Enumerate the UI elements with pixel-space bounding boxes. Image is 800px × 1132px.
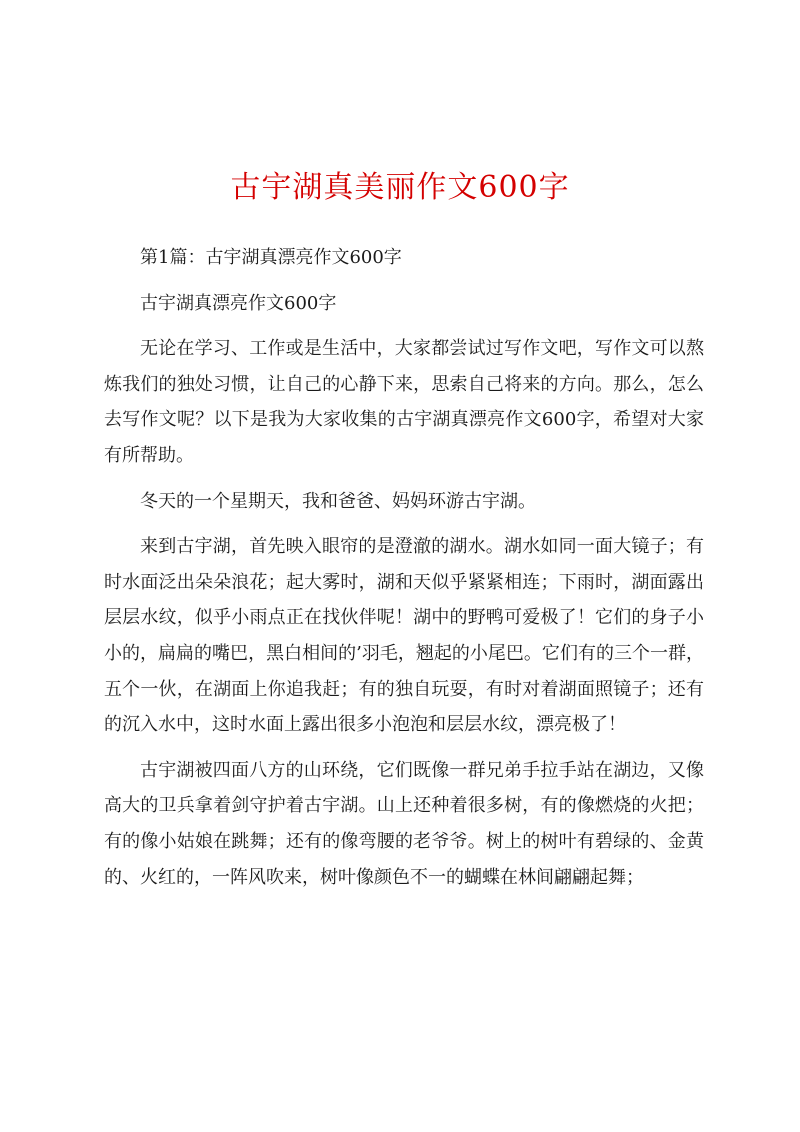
paragraph-intro: 无论在学习、工作或是生活中，大家都尝试过写作文吧，写作文可以熬炼我们的独处习惯，让自己的心静下来，思索自己将来的方向。那么，怎么去写作文呢？以下是我为大家收集的古宇湖真漂亮作文600字，希望对大家有所帮助。 — [104, 338, 704, 466]
document-title: 古宇湖真美丽作文600字 — [230, 170, 570, 205]
paragraph-subtitle: 古宇湖真漂亮作文600字 — [140, 292, 337, 314]
document-body — [104, 240, 704, 905]
paragraph-lake-water: 来到古宇湖，首先映入眼帘的是澄澈的湖水。湖水如同一面大镜子；有时水面泛出朵朵浪花；起大雾时，湖和天似乎紧紧相连；下雨时，湖面露出层层水纹，似乎小雨点正在找伙伴呢！湖中的野鸭可爱极了！它们的身子小小的，扁扁的嘴巴，黑白相间的’羽毛，翘起的小尾巴。它们有的三个一群，五个一伙，在湖面上你追我赶；有的独自玩耍，有时对着湖面照镜子；还有的沉入水中，这时水面上露出很多小泡泡和层层水纹，漂亮极了！ — [104, 536, 704, 736]
paragraph-section-heading: 第1篇：古宇湖真漂亮作文600字 — [140, 247, 402, 268]
paragraph-mountains: 古宇湖被四面八方的山环绕，它们既像一群兄弟手拉手站在湖边，又像高大的卫兵拿着剑守护着古宇湖。山上还种着很多树，有的像燃烧的火把；有的像小姑娘在跳舞；还有的像弯腰的老爷爷。树上的树叶有碧绿的、金黄的、火红的，一阵风吹来，树叶像颜色不一的蝴蝶在林间翩翩起舞； — [104, 759, 704, 888]
paragraph-sunday: 冬天的一个星期天，我和爸爸、妈妈环游古宇湖。 — [140, 490, 536, 512]
